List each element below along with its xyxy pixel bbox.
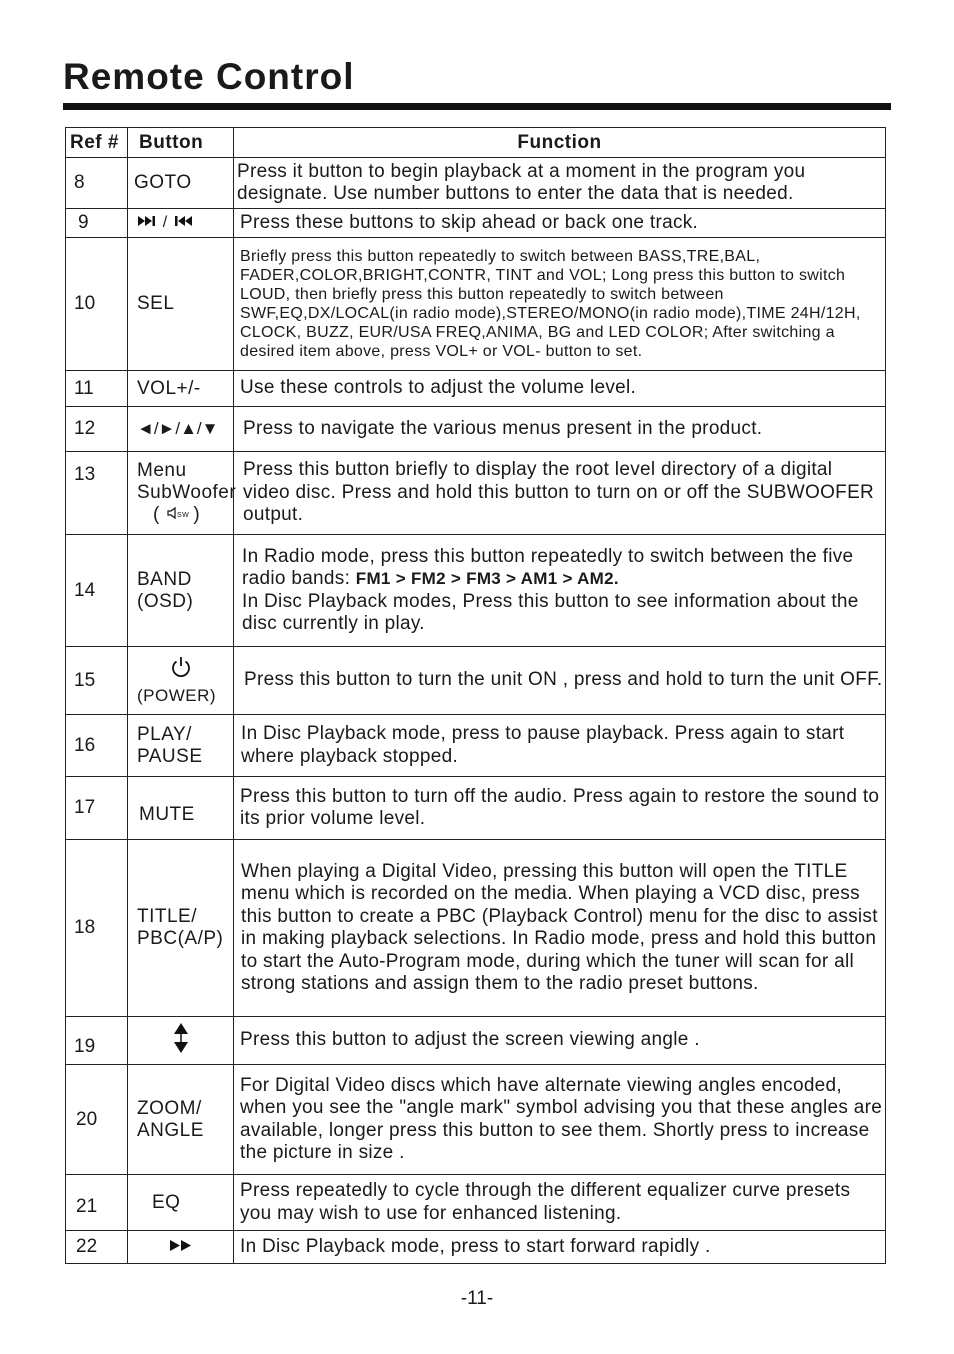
function-cell: [234, 535, 886, 647]
button-label-subwoofer: SubWoofer: [137, 481, 237, 503]
table-row: [66, 715, 886, 777]
function-cell: Press this button to turn the unit ON , press and hold to turn the unit OFF.: [234, 647, 886, 715]
header-button: Button: [128, 128, 234, 158]
arrow-keys-icon: ◄/►/▲/▼: [137, 419, 219, 438]
function-cell: Press these buttons to skip ahead or back one track.: [234, 209, 886, 238]
header-function: Function: [234, 128, 886, 158]
button-cell: VOL+/-: [128, 371, 234, 407]
function-cell: Use these controls to adjust the volume level.: [234, 371, 886, 407]
function-cell: Press this button to adjust the screen viewing angle .: [234, 1017, 886, 1065]
function-cell: Press this button to turn off the audio. Press again to restore the sound to its prior volume level.: [234, 777, 886, 840]
ref-cell: 18: [66, 840, 128, 1017]
skip-separator: /: [162, 214, 168, 232]
svg-text:SW: SW: [176, 511, 189, 519]
table-row: [66, 1065, 886, 1175]
fast-forward-icon: [169, 1236, 193, 1258]
button-cell: EQ: [128, 1175, 234, 1231]
table-row: [66, 209, 886, 238]
table-row: [66, 777, 886, 840]
title-rule: [63, 103, 891, 110]
button-cell: GOTO: [128, 158, 234, 209]
table-row: [66, 840, 886, 1017]
ref-cell: 22: [66, 1231, 128, 1264]
button-cell: MUTE: [128, 777, 234, 840]
ref-cell: 16: [66, 715, 128, 777]
button-cell: [128, 452, 237, 535]
ref-cell: 8: [66, 158, 128, 209]
button-cell: [128, 715, 234, 777]
button-cell: [128, 840, 234, 1017]
button-label-play: PLAY/: [137, 723, 192, 745]
table-row: [66, 238, 886, 371]
ref-cell: 9: [66, 209, 128, 238]
function-cell: Press it button to begin playback at a moment in the program you designate. Use number buttons to enter the data that is needed.: [234, 158, 886, 209]
table-row: [66, 371, 886, 407]
table-row: [66, 1231, 886, 1264]
button-label-menu: Menu: [137, 459, 187, 481]
button-cell: [128, 1231, 234, 1264]
button-cell: [128, 535, 234, 647]
function-cell: In Disc Playback mode, press to start forward rapidly .: [234, 1231, 886, 1264]
ref-cell: 10: [66, 238, 128, 371]
remote-control-table: [65, 127, 886, 1264]
function-cell: Press to navigate the various menus present in the product.: [234, 407, 886, 452]
button-label-band: BAND: [137, 568, 192, 590]
function-cell: In Disc Playback mode, press to pause playback. Press again to start where playback stopped.: [234, 715, 886, 777]
button-label-pbc: PBC(A/P): [137, 928, 224, 949]
function-cell: Briefly press this button repeatedly to switch between BASS,TRE,BAL, FADER,COLOR,BRIGHT,CONTR, TINT and VOL; Long press this button to switch LOUD, then briefly press this button repeatedly to switch between SWF,EQ,DX/LOCAL(in radio mode),STEREO/MONO(in radio mode),TIME 24H/12H, CLOCK, BUZZ, EUR/USA FREQ,ANIMA, BG and LED COLOR; After switching a desired item above, press VOL+ or VOL- button to set.: [234, 238, 886, 371]
table-row: [66, 407, 886, 452]
button-label-zoom: ZOOM/: [137, 1097, 202, 1119]
button-cell: [128, 1065, 234, 1175]
ref-cell: 21: [66, 1175, 128, 1231]
skip-prev-icon: [174, 211, 194, 233]
button-label-osd: (OSD): [137, 590, 194, 612]
function-cell: Press this button briefly to display the root level directory of a digital video disc. Press and hold this button to turn on or off the SUBWOOFER output.: [234, 452, 886, 535]
ref-cell: 13: [66, 452, 128, 535]
radio-bands: FM1 > FM2 > FM3 > AM1 > AM2.: [355, 569, 619, 588]
ref-cell: 20: [66, 1065, 128, 1175]
button-label-angle: ANGLE: [137, 1119, 204, 1141]
subwoofer-icon: [166, 504, 188, 526]
skip-next-icon: [137, 211, 157, 233]
table-row: [66, 647, 886, 715]
subwoofer-symbol: ( SW ): [153, 504, 201, 525]
button-label-pause: PAUSE: [137, 745, 203, 767]
table-row: [66, 158, 886, 209]
table-row: [66, 452, 886, 535]
ref-cell: 19: [66, 1017, 128, 1065]
button-cell: [128, 209, 234, 238]
ref-cell: 12: [66, 407, 128, 452]
page-title: Remote Control: [63, 56, 355, 97]
table-row: [66, 1017, 886, 1065]
button-cell: [128, 1017, 234, 1065]
button-cell: [128, 407, 234, 452]
page-number: -11-: [460, 1288, 494, 1309]
button-cell: SEL: [128, 238, 234, 371]
function-cell: When playing a Digital Video, pressing this button will open the TITLE menu which is recorded on the media. When playing a VCD disc, press this button to create a PBC (Playback Control) menu for the disc to assist in making playback selections. In Radio mode, press and hold this button to start the Auto-Program mode, during which the tuner will scan for all strong stations and assign them to the radio preset buttons.: [234, 840, 886, 1017]
function-text: In Radio mode, press this button repeatedly to switch between the five radio bands:: [242, 545, 854, 589]
header-ref: Ref #: [66, 128, 128, 158]
table-row: [66, 535, 886, 647]
function-cell: For Digital Video discs which have alternate viewing angles encoded, when you see the "angle mark" symbol advising you that these angles are available, longer press this button to see them. Shortly press to increase the picture in size .: [234, 1065, 886, 1175]
ref-cell: 14: [66, 535, 128, 647]
button-cell: [128, 647, 234, 715]
button-label-power: (POWER): [137, 685, 217, 705]
power-icon: [137, 655, 233, 685]
ref-cell: 17: [66, 777, 128, 840]
ref-cell: 11: [66, 371, 128, 407]
button-label-title: TITLE/: [137, 906, 198, 927]
function-cell: Press repeatedly to cycle through the different equalizer curve presets you may wish to use for enhanced listening.: [234, 1175, 886, 1231]
up-down-arrow-icon: [173, 1022, 189, 1060]
table-row: [66, 1175, 886, 1231]
table-header-row: [66, 128, 886, 158]
ref-cell: 15: [66, 647, 128, 715]
function-text: In Disc Playback modes, Press this button to see information about the disc currently in play.: [242, 590, 859, 634]
